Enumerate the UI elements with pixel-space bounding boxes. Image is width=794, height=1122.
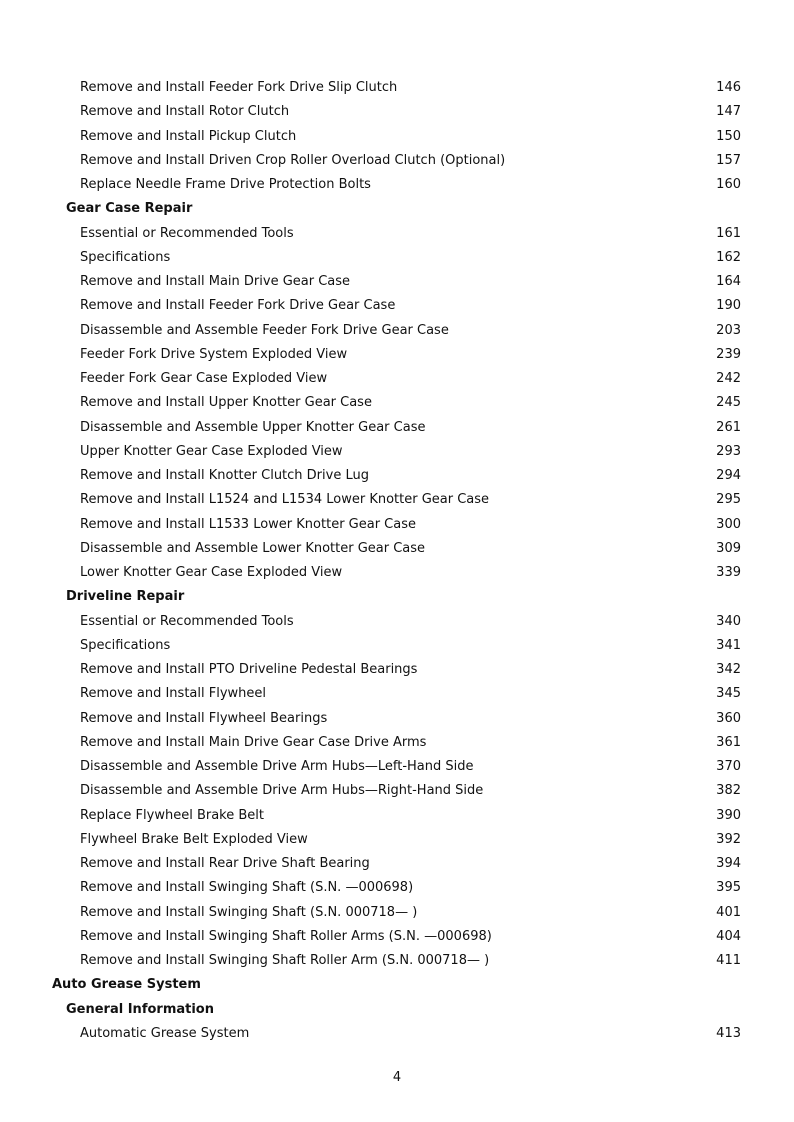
toc-entry-page: 404 (716, 928, 741, 944)
toc-entry-page: 190 (716, 298, 741, 314)
toc-entry (0, 440, 794, 464)
toc-entry-title: Upper Knotter Gear Case Exploded View (80, 443, 343, 459)
toc-entry (0, 876, 794, 900)
toc-entry-page: 340 (716, 613, 741, 629)
toc-entry-title: Disassemble and Assemble Upper Knotter Gear Case (80, 419, 426, 435)
toc-entry (0, 222, 794, 246)
toc-entry (0, 852, 794, 876)
toc-entry-page: 361 (716, 734, 741, 750)
toc-entry-title: Remove and Install Pickup Clutch (80, 128, 297, 144)
toc-entry (0, 125, 794, 149)
toc-entry-page: 147 (716, 104, 741, 120)
toc-entry (0, 779, 794, 803)
toc-entry (0, 682, 794, 706)
toc-entry-title: Remove and Install Feeder Fork Drive Slip Clutch (80, 80, 398, 95)
toc-entry-title: Gear Case Repair (66, 201, 193, 217)
toc-entry (0, 149, 794, 173)
toc-entry (0, 464, 794, 488)
toc-entry-page: 294 (716, 468, 741, 483)
toc-entry-page: 411 (716, 953, 741, 968)
toc-entry-page: 242 (716, 371, 741, 386)
toc-entry-page: 160 (716, 177, 741, 192)
toc-entry-title: Remove and Install PTO Driveline Pedestal Bearings (80, 662, 418, 677)
toc-entry (0, 610, 794, 634)
toc-entry-title: Remove and Install L1524 and L1534 Lower Knotter Gear Case (80, 492, 490, 508)
toc-entry-title: Remove and Install Swinging Shaft Roller Arm (S.N. 000718— ) (80, 953, 490, 968)
toc-entry-title: General Information (66, 1001, 214, 1017)
toc-entry-page: 370 (716, 759, 741, 774)
toc-entry-title: Remove and Install Upper Knotter Gear Case (80, 395, 372, 411)
toc-entry-page: 161 (716, 225, 741, 241)
toc-entry-page: 293 (716, 443, 741, 459)
toc-entry (0, 804, 794, 828)
toc-entry-page: 395 (716, 880, 741, 896)
toc-entry-page: 360 (716, 710, 741, 726)
toc-section-heading (0, 585, 794, 609)
toc-entry-title: Replace Flywheel Brake Belt (80, 807, 264, 823)
toc-entry (0, 343, 794, 367)
toc-entry-title: Disassemble and Assemble Feeder Fork Drive Gear Case (80, 322, 449, 338)
toc-entry (0, 634, 794, 658)
toc-entry (0, 925, 794, 949)
toc-entry-title: Disassemble and Assemble Lower Knotter Gear Case (80, 540, 426, 556)
toc-entry (0, 173, 794, 197)
toc-entry (0, 319, 794, 343)
toc-entry-title: Remove and Install Swinging Shaft (S.N. 000718— ) (80, 904, 418, 920)
toc-entry-title: Remove and Install Main Drive Gear Case (80, 274, 351, 289)
toc-entry (0, 416, 794, 440)
toc-entry-title: Lower Knotter Gear Case Exploded View (80, 565, 343, 580)
toc-entry-page: 157 (716, 152, 741, 168)
toc-entry-page: 239 (716, 346, 741, 362)
toc-entry-title: Disassemble and Assemble Drive Arm Hubs—Left-Hand Side (80, 759, 474, 774)
toc-entry (0, 76, 794, 100)
toc-entry (0, 513, 794, 537)
toc-entry (0, 658, 794, 682)
toc-entry-title: Essential or Recommended Tools (80, 225, 294, 241)
toc-entry-title: Remove and Install Rear Drive Shaft Bearing (80, 856, 370, 871)
toc-entry-title: Remove and Install Flywheel Bearings (80, 710, 328, 726)
toc-entry (0, 731, 794, 755)
toc-entry-title: Driveline Repair (66, 589, 185, 605)
toc-entry (0, 707, 794, 731)
toc-entry-page: 392 (716, 831, 741, 847)
toc-entry-title: Auto Grease System (52, 977, 201, 993)
toc-entry-page: 164 (716, 274, 741, 289)
toc-entry-title: Remove and Install L1533 Lower Knotter Gear Case (80, 516, 416, 532)
toc-entry-title: Specifications (80, 637, 171, 653)
toc-entry-page: 341 (716, 637, 741, 653)
toc-entry-title: Feeder Fork Drive System Exploded View (80, 346, 348, 362)
toc-entry-title: Disassemble and Assemble Drive Arm Hubs—Right-Hand Side (80, 783, 484, 799)
toc-entry (0, 100, 794, 124)
page-number: 4 (392, 1070, 402, 1085)
toc-entry-page: 339 (716, 565, 741, 580)
toc-entry-title: Specifications (80, 249, 171, 265)
toc-section-heading (0, 197, 794, 221)
toc-entry-title: Remove and Install Flywheel (80, 686, 267, 702)
toc-entry (0, 949, 794, 973)
toc-entry-page: 245 (716, 395, 741, 411)
toc-entry-page: 295 (716, 492, 741, 508)
toc-entry-title: Feeder Fork Gear Case Exploded View (80, 371, 328, 386)
toc-entry (0, 755, 794, 779)
toc-entry (0, 270, 794, 294)
toc-entry-page: 345 (716, 686, 741, 702)
toc-entry (0, 537, 794, 561)
toc-entry-page: 162 (716, 249, 741, 265)
toc-section-heading (0, 973, 794, 997)
toc-entry-page: 390 (716, 807, 741, 823)
toc-entry (0, 901, 794, 925)
toc-entry-title: Replace Needle Frame Drive Protection Bolts (80, 177, 371, 192)
toc-entry-page: 203 (716, 322, 741, 338)
toc-entry-page: 394 (716, 856, 741, 871)
toc-entry-page: 309 (716, 540, 741, 556)
toc-entry-page: 146 (716, 80, 741, 95)
toc-entry-title: Remove and Install Rotor Clutch (80, 104, 290, 120)
toc-entry (0, 294, 794, 318)
toc-entry (0, 1022, 794, 1046)
toc-entry (0, 561, 794, 585)
toc-entry (0, 828, 794, 852)
toc-entry-page: 300 (716, 516, 741, 532)
toc-entry-title: Flywheel Brake Belt Exploded View (80, 831, 308, 847)
toc-entry-title: Remove and Install Feeder Fork Drive Gear Case (80, 298, 396, 314)
toc-entry (0, 367, 794, 391)
toc-entry-page: 342 (716, 662, 741, 677)
toc-entry-page: 150 (716, 128, 741, 144)
toc-entry (0, 391, 794, 415)
toc-entry (0, 488, 794, 512)
toc-entry-title: Automatic Grease System (80, 1025, 250, 1041)
toc-entry-title: Essential or Recommended Tools (80, 613, 294, 629)
toc-entry (0, 246, 794, 270)
toc-entry-title: Remove and Install Main Drive Gear Case Drive Arms (80, 734, 427, 750)
toc-section-heading (0, 998, 794, 1022)
toc-entry-title: Remove and Install Driven Crop Roller Overload Clutch (Optional) (80, 152, 506, 168)
table-of-contents (0, 76, 794, 1046)
toc-entry-page: 261 (716, 419, 741, 435)
toc-entry-page: 401 (716, 904, 741, 920)
toc-entry-page: 413 (716, 1025, 741, 1041)
toc-entry-title: Remove and Install Knotter Clutch Drive Lug (80, 468, 369, 483)
toc-entry-title: Remove and Install Swinging Shaft (S.N. —000698) (80, 880, 414, 896)
toc-entry-page: 382 (716, 783, 741, 799)
toc-entry-title: Remove and Install Swinging Shaft Roller Arms (S.N. —000698) (80, 928, 492, 944)
